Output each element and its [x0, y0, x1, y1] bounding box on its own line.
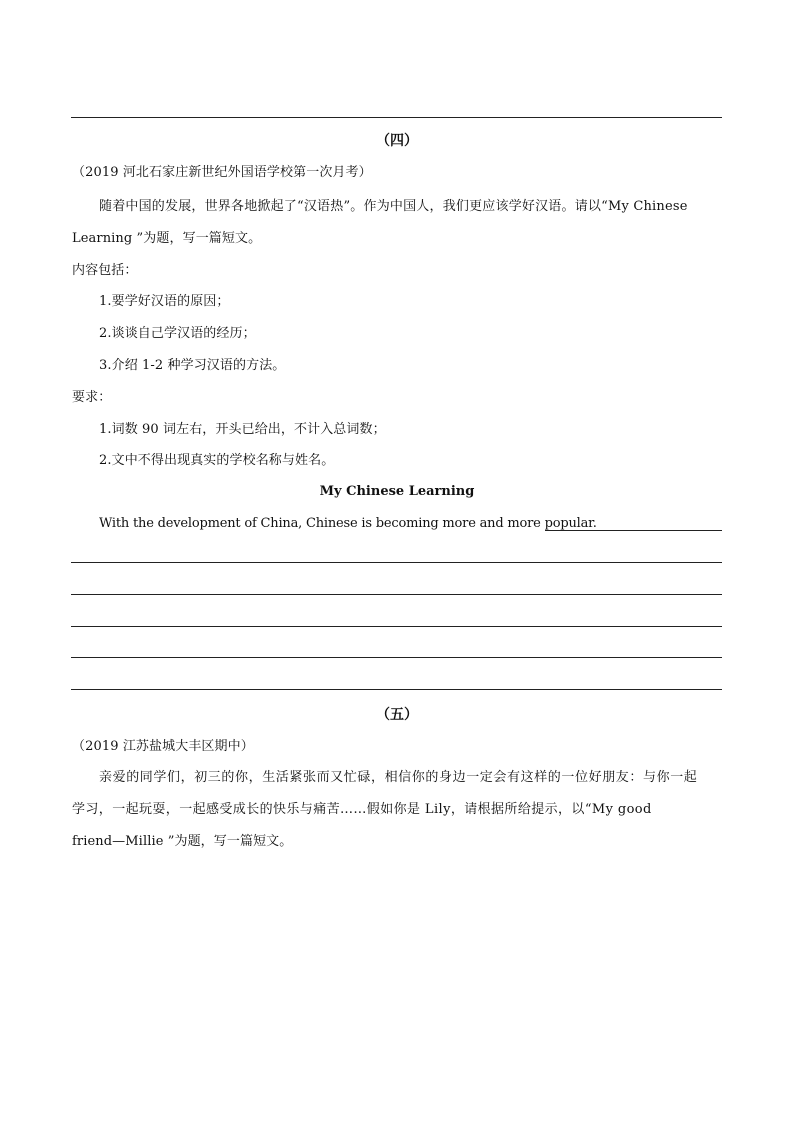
content-item-1: 1.要学好汉语的原因；	[99, 294, 230, 309]
writing-line-inline	[545, 530, 722, 531]
content-item-2: 2.谈谈自己学汉语的经历；	[99, 326, 256, 341]
section-4-prompt-line-1: 随着中国的发展，世界各地掀起了“汉语热”。作为中国人，我们更应该学好汉语。请以“My Chinese	[99, 199, 688, 214]
section-4-heading: （四）	[376, 133, 418, 149]
section-5-prompt-line-1: 亲爱的同学们，初三的你，生活紧张而又忙碌，相信你的身边一定会有这样的一位好朋友：与你一起	[99, 770, 698, 785]
section-5-prompt-line-2: 学习，一起玩耍，一起感受成长的快乐与痛苦……假如你是 Lily，请根据所给提示，以“My good	[72, 802, 652, 817]
top-divider	[71, 117, 722, 118]
requirement-item-1: 1.词数 90 词左右，开头已给出，不计入总词数；	[99, 422, 386, 437]
writing-line-4	[71, 657, 722, 658]
essay-start-text: With the development of China, Chinese is becoming more and more popular.	[99, 516, 597, 531]
content-label: 内容包括：	[72, 263, 138, 278]
writing-line-3	[71, 626, 722, 627]
essay-title: My Chinese Learning	[319, 484, 475, 499]
writing-line-2	[71, 594, 722, 595]
content-item-3: 3.介绍 1-2 种学习汉语的方法。	[99, 358, 286, 373]
section-5-heading: （五）	[376, 707, 418, 723]
writing-line-5	[71, 689, 722, 690]
section-5-source: （2019 江苏盐城大丰区期中）	[72, 739, 254, 754]
section-4-source: （2019 河北石家庄新世纪外国语学校第一次月考）	[72, 165, 372, 180]
requirement-item-2: 2.文中不得出现真实的学校名称与姓名。	[99, 453, 335, 468]
section-5-prompt-line-3: friend—Millie ”为题，写一篇短文。	[72, 834, 293, 849]
writing-line-1	[71, 562, 722, 563]
requirements-label: 要求：	[72, 390, 112, 405]
section-4-prompt-line-2: Learning ”为题，写一篇短文。	[72, 231, 262, 246]
